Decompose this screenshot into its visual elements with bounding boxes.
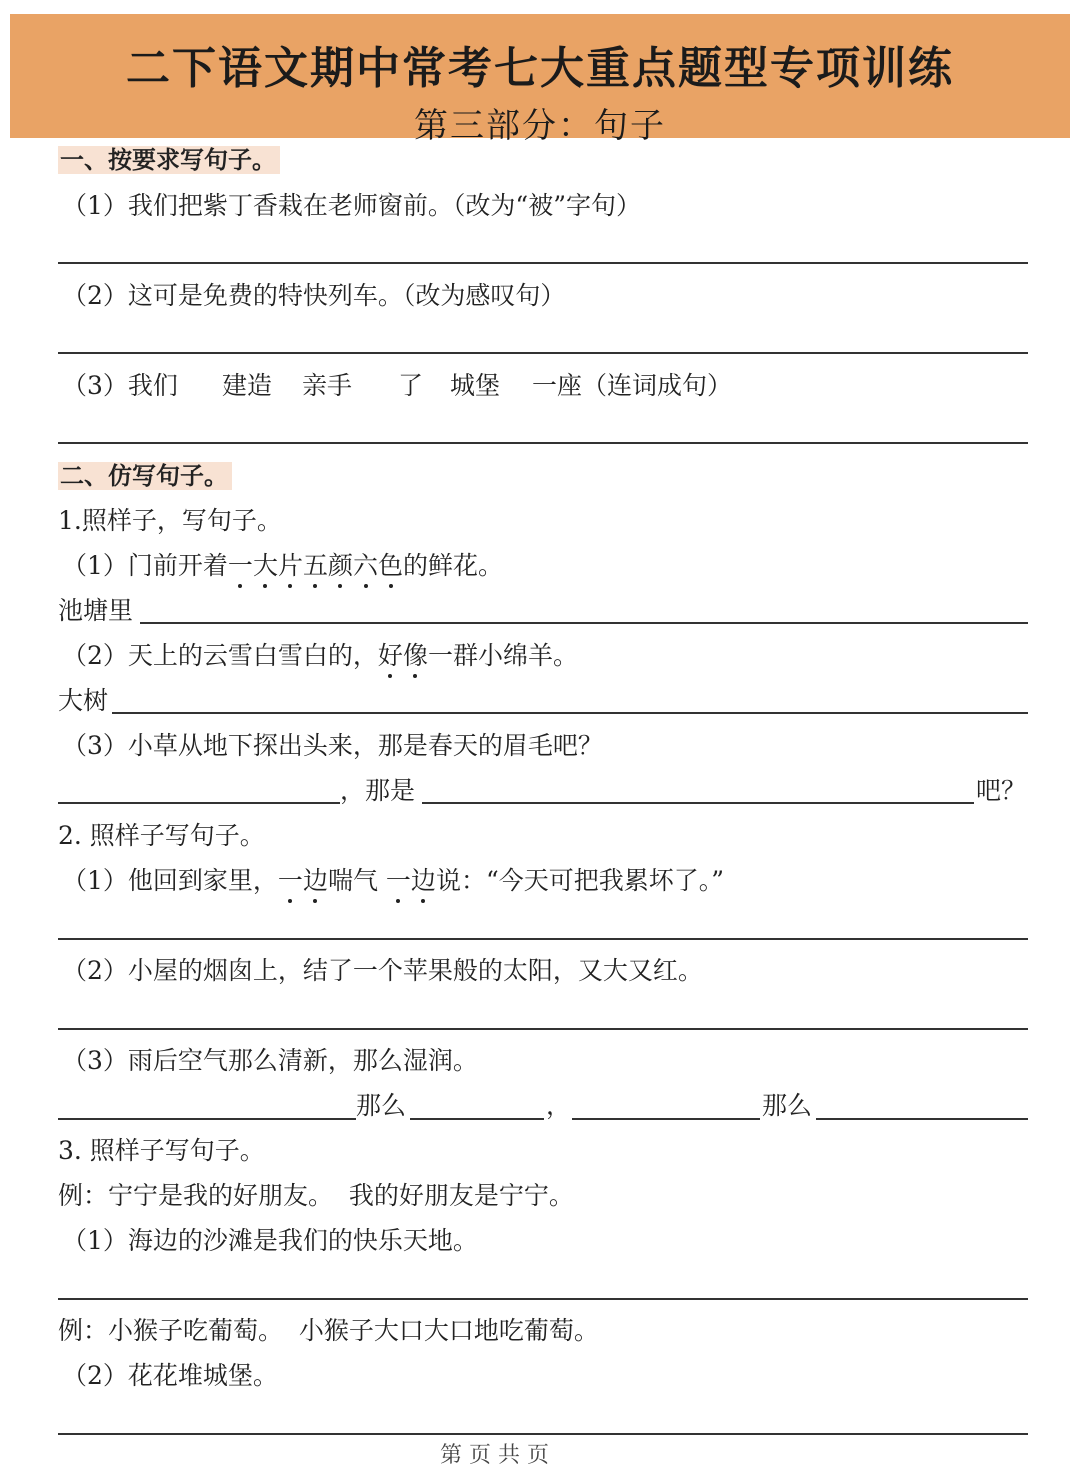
page-subtitle: 第三部分：句子 [414, 106, 666, 146]
emphasis-char: 像 [402, 641, 428, 670]
answer-line-1-1[interactable] [58, 262, 1028, 264]
emphasis-char: 大 [252, 551, 278, 580]
answer-prefix: 大树 [58, 686, 109, 715]
question-2-3-1: （1）海边的沙滩是我们的快乐天地。 [62, 1226, 478, 1255]
answer-line-2-1-3b[interactable] [422, 802, 974, 804]
question-1-2: （2）这可是免费的特快列车。（改为感叹句） [62, 281, 566, 310]
emphasis-char: 一 [277, 866, 303, 895]
fill-text: 那么 [762, 1091, 813, 1120]
question-1-3-label: （3）我们 [62, 371, 178, 400]
fill-text: ，那是 [340, 776, 416, 805]
subsection-title: 2. 照样子写句子。 [58, 821, 265, 850]
emphasis-char: 颜 [327, 551, 353, 580]
example-sentence-2-2-3: （3）雨后空气那么清新，那么湿润。 [62, 1046, 478, 1075]
answer-line-2-2-2[interactable] [58, 1028, 1028, 1030]
subsection-title: 3. 照样子写句子。 [58, 1136, 265, 1165]
fill-text: 那么 [356, 1091, 407, 1120]
word-card: 了 [398, 371, 424, 400]
answer-line-2-2-1[interactable] [58, 938, 1028, 940]
answer-line-2-1-1[interactable] [140, 622, 1028, 624]
word-card: 亲手 [302, 371, 353, 400]
question-2-3-2: （2）花花堆城堡。 [62, 1361, 278, 1390]
answer-line-1-2[interactable] [58, 352, 1028, 354]
fill-text: 吧？ [976, 776, 1027, 805]
example-sentence-2-1-1: （1）门前开着一大片五颜六色的鲜花。 [62, 551, 504, 580]
example-sentence-2-2-1: （1）他回到家里，一边喘气 一边说：“今天可把我累坏了。” [62, 866, 725, 895]
example-sentence-2-1-2: （2）天上的云雪白雪白的，好像一群小绵羊。 [62, 641, 578, 670]
emphasis-char: 边 [410, 866, 436, 895]
emphasis-char: 好 [377, 641, 403, 670]
emphasis-char: 边 [302, 866, 328, 895]
answer-line-2-3-2[interactable] [58, 1433, 1028, 1435]
section-1-heading: 一、按要求写句子。 [58, 144, 280, 176]
emphasis-char: 六 [353, 551, 379, 580]
page-title: 二下语文期中常考七大重点题型专项训练 [126, 43, 954, 94]
answer-line-2-3-1[interactable] [58, 1298, 1028, 1300]
subsection-title: 1.照样子，写句子。 [58, 506, 282, 535]
example-sentence-2-1-3: （3）小草从地下探出头来，那是春天的眉毛吧？ [62, 731, 603, 760]
example-line: 例：小猴子吃葡萄。 小猴子大口大口地吃葡萄。 [58, 1316, 599, 1345]
emphasis-char: 一 [385, 866, 411, 895]
answer-line-2-2-3c[interactable] [572, 1118, 760, 1120]
answer-line-1-3[interactable] [58, 442, 1028, 444]
example-line: 例：宁宁是我的好朋友。 我的好朋友是宁宁。 [58, 1181, 574, 1210]
answer-prefix: 池塘里 [58, 596, 134, 625]
answer-line-2-1-2[interactable] [112, 712, 1028, 714]
emphasis-char: 五 [302, 551, 328, 580]
answer-line-2-2-3d[interactable] [816, 1118, 1028, 1120]
emphasis-char: 色 [378, 551, 404, 580]
section-2-heading: 二、仿写句子。 [58, 460, 232, 492]
word-card: 一座（连词成句） [532, 371, 733, 400]
fill-text: ， [546, 1091, 572, 1120]
answer-line-2-2-3b[interactable] [410, 1118, 544, 1120]
example-sentence-2-2-2: （2）小屋的烟囱上，结了一个苹果般的太阳，又大又红。 [62, 956, 703, 985]
answer-line-2-1-3a[interactable] [58, 802, 340, 804]
word-card: 城堡 [450, 371, 501, 400]
page-footer: 第 页 共 页 [440, 1443, 549, 1468]
emphasis-char: 一 [227, 551, 253, 580]
question-1-1: （1）我们把紫丁香栽在老师窗前。（改为“被”字句） [62, 191, 641, 220]
title-banner [10, 14, 1070, 146]
emphasis-char: 片 [277, 551, 303, 580]
word-card: 建造 [222, 371, 273, 400]
answer-line-2-2-3a[interactable] [58, 1118, 356, 1120]
